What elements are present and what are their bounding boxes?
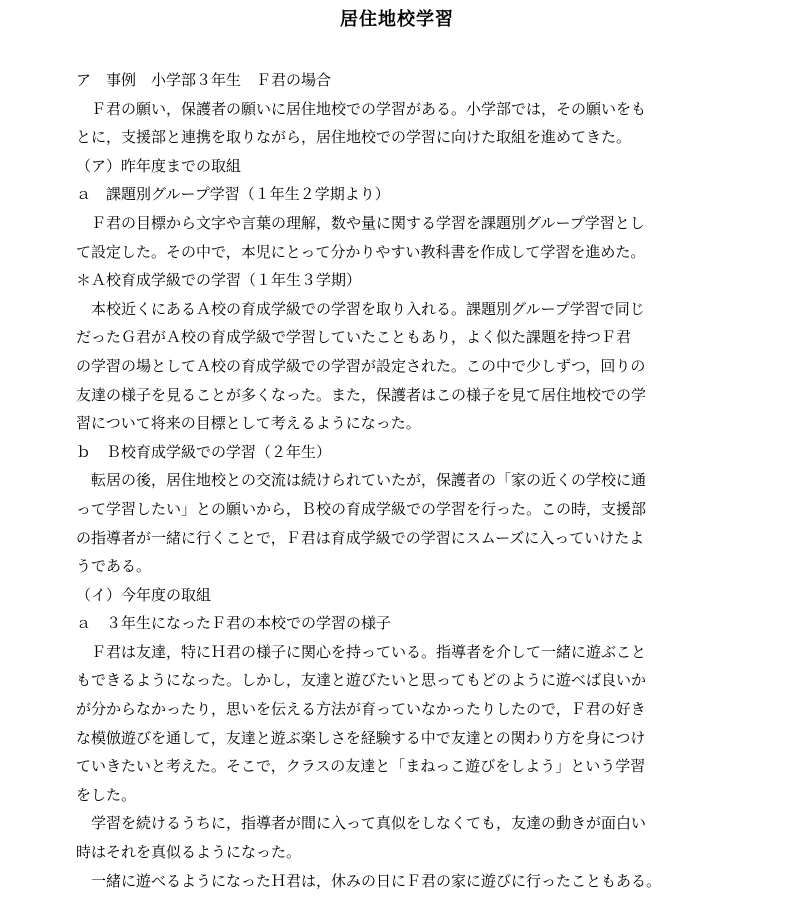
text-line: Ｆ君は友達，特にＨ君の様子に関心を持っている。指導者を介して一緒に遊ぶこと	[76, 642, 647, 661]
text-line: うである。	[76, 557, 152, 576]
text-line: とに，支援部と連携を取りながら，居住地校での学習に向けた取組を進めてきた。	[76, 128, 632, 147]
text-line: って学習したい」との願いから，Ｂ校の育成学級での学習を行った。この時，支援部	[76, 499, 647, 518]
text-line: Ｆ君の目標から文字や言葉の理解，数や量に関する学習を課題別グループ学習とし	[76, 213, 645, 232]
text-line: （ア）昨年度までの取組	[76, 156, 242, 175]
text-line: 転居の後，居住地校との交流は続けられていたが，保護者の「家の近くの学校に通	[76, 471, 647, 490]
text-line: の学習の場としてＡ校の育成学級での学習が設定された。この中で少しずつ，回りの	[76, 356, 646, 375]
text-line: 一緒に遊べるようになったＨ君は，休みの日にＦ君の家に遊びに行ったこともある。	[76, 871, 662, 890]
text-line: な模倣遊びを通して，友達と遊ぶ楽しさを経験する中で友達との関わり方を身につけ	[76, 728, 646, 747]
text-line: だったＧ君がＡ校の育成学級で学習していたこともあり，よく似た課題を持つＦ君	[76, 328, 632, 347]
text-line: をした。	[76, 785, 137, 804]
text-line: ていきたいと考えた。そこで，クラスの友達と「まねっこ遊びをしよう」という学習	[76, 757, 646, 776]
text-line: て設定した。その中で，本児にとって分かりやすい教科書を作成して学習を進めた。	[76, 242, 646, 261]
text-line: ｂ Ｂ校育成学級での学習（２年生）	[76, 442, 332, 461]
text-line: ＊Ａ校育成学級での学習（１年生３学期）	[76, 271, 362, 290]
document-body	[76, 66, 736, 895]
text-line: もできるようになった。しかし，友達と遊びたいと思ってもどのように遊べば良いか	[76, 671, 647, 690]
text-line: 時はそれを真似るようになった。	[76, 843, 302, 862]
text-line: ａ 課題別グループ学習（１年生２学期より）	[76, 185, 390, 204]
text-line: Ｆ君の願い，保護者の願いに居住地校での学習がある。小学部では，その願いをも	[76, 99, 647, 118]
document-title: 居住地校学習	[340, 9, 454, 30]
text-line: 友達の様子を見ることが多くなった。また，保護者はこの様子を見て居住地校での学	[76, 385, 647, 404]
text-line: （イ）今年度の取組	[76, 585, 212, 604]
text-line: ア 事例 小学部３年生 Ｆ君の場合	[76, 71, 332, 89]
text-line: の指導者が一緒に行くことで，Ｆ君は育成学級での学習にスムーズに入っていけたよ	[76, 528, 645, 547]
text-line: 本校近くにあるＡ校の育成学級での学習を取り入れる。課題別グループ学習で同じ	[76, 299, 645, 318]
text-line: が分からなかったり，思いを伝える方法が育っていなかったりしたので，Ｆ君の好き	[76, 700, 646, 719]
text-line: ａ ３年生になったＦ君の本校での学習の様子	[76, 614, 392, 633]
text-line: 学習を続けるうちに，指導者が間に入って真似をしなくても，友達の動きが面白い	[76, 814, 647, 833]
text-line: 習について将来の目標として考えるようになった。	[76, 414, 421, 433]
